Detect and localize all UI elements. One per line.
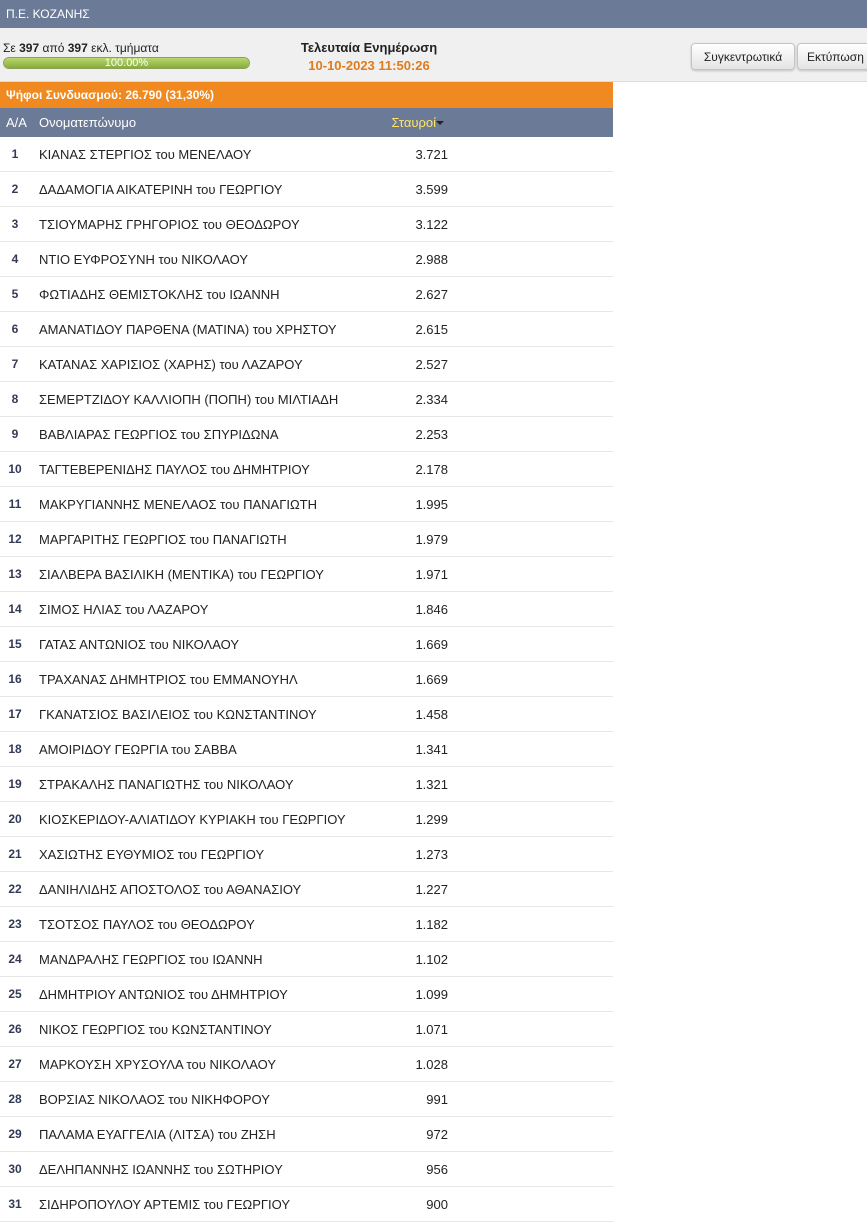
candidate-votes: 1.099 bbox=[415, 987, 448, 1002]
row-index: 21 bbox=[8, 847, 22, 861]
table-row bbox=[0, 487, 613, 522]
row-index: 22 bbox=[8, 882, 22, 896]
candidate-name: ΔΗΜΗΤΡΙΟΥ ΑΝΤΩΝΙΟΣ του ΔΗΜΗΤΡΙΟΥ bbox=[39, 987, 288, 1002]
candidate-name: ΤΑΓΤΕΒΕΡΕΝΙΔΗΣ ΠΑΥΛΟΣ του ΔΗΜΗΤΡΙΟΥ bbox=[39, 462, 310, 477]
table-row bbox=[0, 697, 613, 732]
candidate-name: ΝΙΚΟΣ ΓΕΩΡΓΙΟΣ του ΚΩΝΣΤΑΝΤΙΝΟΥ bbox=[39, 1022, 272, 1037]
row-index: 5 bbox=[11, 287, 19, 301]
row-index: 31 bbox=[8, 1197, 22, 1211]
candidate-name: ΣΙΔΗΡΟΠΟΥΛΟΥ ΑΡΤΕΜΙΣ του ΓΕΩΡΓΙΟΥ bbox=[39, 1197, 291, 1212]
row-index: 24 bbox=[8, 952, 22, 966]
candidate-name: ΣΤΡΑΚΑΛΗΣ ΠΑΝΑΓΙΩΤΗΣ του ΝΙΚΟΛΑΟΥ bbox=[39, 777, 294, 792]
candidate-votes: 972 bbox=[426, 1127, 448, 1142]
sections-progress-bar bbox=[3, 57, 250, 69]
table-row bbox=[0, 872, 613, 907]
table-header bbox=[0, 108, 613, 137]
candidate-votes: 2.334 bbox=[415, 392, 448, 407]
candidate-name: ΓΚΑΝΑΤΣΙΟΣ ΒΑΣΙΛΕΙΟΣ του ΚΩΝΣΤΑΝΤΙΝΟΥ bbox=[39, 707, 317, 722]
region-title-bar bbox=[0, 0, 867, 28]
region-title: Π.Ε. ΚΟΖΑΝΗΣ bbox=[6, 7, 90, 21]
sections-prefix: Σε bbox=[3, 41, 16, 55]
candidate-votes: 1.028 bbox=[415, 1057, 448, 1072]
candidate-name: ΤΡΑΧΑΝΑΣ ΔΗΜΗΤΡΙΟΣ του ΕΜΜΑΝΟΥΗΛ bbox=[39, 672, 298, 687]
row-index: 9 bbox=[11, 427, 19, 441]
table-row bbox=[0, 137, 613, 172]
candidate-votes: 900 bbox=[426, 1197, 448, 1212]
table-row bbox=[0, 1117, 613, 1152]
row-index: 23 bbox=[8, 917, 22, 931]
candidate-votes: 2.627 bbox=[415, 287, 448, 302]
candidates-table bbox=[0, 137, 613, 1222]
table-row bbox=[0, 627, 613, 662]
candidate-votes: 3.599 bbox=[415, 182, 448, 197]
candidate-votes: 1.995 bbox=[415, 497, 448, 512]
row-index: 2 bbox=[11, 182, 19, 196]
row-index: 20 bbox=[8, 812, 22, 826]
sections-suffix: εκλ. τμήματα bbox=[91, 41, 159, 55]
table-row bbox=[0, 1012, 613, 1047]
status-bar bbox=[0, 28, 867, 82]
candidate-name: ΣΕΜΕΡΤΖΙΔΟΥ ΚΑΛΛΙΟΠΗ (ΠΟΠΗ) του ΜΙΛΤΙΑΔΗ bbox=[39, 392, 339, 407]
candidate-votes: 1.299 bbox=[415, 812, 448, 827]
candidate-name: ΦΩΤΙΑΔΗΣ ΘΕΜΙΣΤΟΚΛΗΣ του ΙΩΑΝΝΗ bbox=[39, 287, 280, 302]
row-index: 13 bbox=[8, 567, 22, 581]
summary-button[interactable]: Συγκεντρωτικά bbox=[691, 43, 795, 70]
row-index: 28 bbox=[8, 1092, 22, 1106]
table-row bbox=[0, 592, 613, 627]
row-index: 17 bbox=[8, 707, 22, 721]
table-row bbox=[0, 207, 613, 242]
table-row bbox=[0, 837, 613, 872]
table-row bbox=[0, 977, 613, 1012]
row-index: 25 bbox=[8, 987, 22, 1001]
candidate-name: ΠΑΛΑΜΑ ΕΥΑΓΓΕΛΙΑ (ΛΙΤΣΑ) του ΖΗΣΗ bbox=[39, 1127, 276, 1142]
candidate-votes: 1.669 bbox=[415, 637, 448, 652]
table-row bbox=[0, 277, 613, 312]
sections-total: 397 bbox=[67, 41, 88, 55]
table-row bbox=[0, 1047, 613, 1082]
candidate-name: ΣΙΑΛΒΕΡΑ ΒΑΣΙΛΙΚΗ (ΜΕΝΤΙΚΑ) του ΓΕΩΡΓΙΟΥ bbox=[39, 567, 324, 582]
candidate-votes: 2.178 bbox=[415, 462, 448, 477]
table-row bbox=[0, 522, 613, 557]
candidate-name: ΣΙΜΟΣ ΗΛΙΑΣ του ΛΑΖΑΡΟΥ bbox=[39, 602, 209, 617]
candidate-name: ΜΑΡΚΟΥΣΗ ΧΡΥΣΟΥΛΑ του ΝΙΚΟΛΑΟΥ bbox=[39, 1057, 277, 1072]
candidate-name: ΤΣΟΤΣΟΣ ΠΑΥΛΟΣ του ΘΕΟΔΩΡΟΥ bbox=[39, 917, 255, 932]
table-row bbox=[0, 802, 613, 837]
table-row bbox=[0, 1152, 613, 1187]
candidate-name: ΑΜΟΙΡΙΔΟΥ ΓΕΩΡΓΙΑ του ΣΑΒΒΑ bbox=[39, 742, 237, 757]
candidate-name: ΚΙΑΝΑΣ ΣΤΕΡΓΙΟΣ του ΜΕΝΕΛΑΟΥ bbox=[39, 147, 252, 162]
candidate-votes: 1.846 bbox=[415, 602, 448, 617]
row-index: 1 bbox=[11, 147, 19, 161]
row-index: 15 bbox=[8, 637, 22, 651]
candidate-votes: 2.988 bbox=[415, 252, 448, 267]
progress-label: 100.00% bbox=[104, 57, 149, 69]
table-row bbox=[0, 1187, 613, 1222]
candidate-votes: 3.721 bbox=[415, 147, 448, 162]
table-row bbox=[0, 242, 613, 277]
candidate-name: ΔΑΔΑΜΟΓΙΑ ΑΙΚΑΤΕΡΙΝΗ του ΓΕΩΡΓΙΟΥ bbox=[39, 182, 283, 197]
table-row bbox=[0, 347, 613, 382]
row-index: 18 bbox=[8, 742, 22, 756]
row-index: 29 bbox=[8, 1127, 22, 1141]
candidate-votes: 2.253 bbox=[415, 427, 448, 442]
candidate-votes: 1.102 bbox=[415, 952, 448, 967]
candidate-name: ΜΑΚΡΥΓΙΑΝΝΗΣ ΜΕΝΕΛΑΟΣ του ΠΑΝΑΓΙΩΤΗ bbox=[39, 497, 318, 512]
column-votes-header[interactable]: Σταυροί bbox=[391, 115, 436, 130]
row-index: 7 bbox=[11, 357, 19, 371]
row-index: 8 bbox=[11, 392, 19, 406]
row-index: 6 bbox=[11, 322, 19, 336]
candidate-votes: 2.615 bbox=[415, 322, 448, 337]
table-row bbox=[0, 417, 613, 452]
candidate-name: ΜΑΝΔΡΑΛΗΣ ΓΕΩΡΓΙΟΣ του ΙΩΑΝΝΗ bbox=[39, 952, 263, 967]
row-index: 4 bbox=[11, 252, 19, 266]
last-update-time: 10-10-2023 11:50:26 bbox=[308, 58, 430, 73]
print-button[interactable]: Εκτύπωση bbox=[797, 43, 867, 70]
combination-votes-header bbox=[0, 82, 613, 108]
row-index: 12 bbox=[8, 532, 22, 546]
last-update-label: Τελευταία Ενημέρωση bbox=[300, 40, 438, 55]
candidate-votes: 2.527 bbox=[415, 357, 448, 372]
candidate-votes: 3.122 bbox=[415, 217, 448, 232]
table-row bbox=[0, 767, 613, 802]
candidate-votes: 1.321 bbox=[415, 777, 448, 792]
candidate-votes: 1.182 bbox=[415, 917, 448, 932]
candidate-votes: 1.227 bbox=[415, 882, 448, 897]
candidate-votes: 956 bbox=[426, 1162, 448, 1177]
candidate-votes: 1.979 bbox=[415, 532, 448, 547]
candidate-name: ΜΑΡΓΑΡΙΤΗΣ ΓΕΩΡΓΙΟΣ του ΠΑΝΑΓΙΩΤΗ bbox=[39, 532, 287, 547]
table-row bbox=[0, 312, 613, 347]
candidate-name: ΔΕΛΗΠΑΝΝΗΣ ΙΩΑΝΝΗΣ του ΣΩΤΗΡΙΟΥ bbox=[39, 1162, 283, 1177]
table-row bbox=[0, 1082, 613, 1117]
table-row bbox=[0, 732, 613, 767]
candidate-name: ΚΑΤΑΝΑΣ ΧΑΡΙΣΙΟΣ (ΧΑΡΗΣ) του ΛΑΖΑΡΟΥ bbox=[39, 357, 303, 372]
sections-done: 397 bbox=[19, 41, 40, 55]
table-row bbox=[0, 172, 613, 207]
candidate-name: ΝΤΙΟ ΕΥΦΡΟΣΥΝΗ του ΝΙΚΟΛΑΟΥ bbox=[39, 252, 249, 267]
row-index: 3 bbox=[11, 217, 19, 231]
row-index: 14 bbox=[8, 602, 22, 616]
table-row bbox=[0, 557, 613, 592]
candidate-votes: 991 bbox=[426, 1092, 448, 1107]
sections-mid: από bbox=[42, 41, 65, 55]
table-row bbox=[0, 942, 613, 977]
row-index: 27 bbox=[8, 1057, 22, 1071]
column-name-header: Ονοματεπώνυμο bbox=[39, 115, 137, 130]
candidate-votes: 1.071 bbox=[415, 1022, 448, 1037]
candidate-name: ΑΜΑΝΑΤΙΔΟΥ ΠΑΡΘΕΝΑ (ΜΑΤΙΝΑ) του ΧΡΗΣΤΟΥ bbox=[39, 322, 337, 337]
candidate-name: ΚΙΟΣΚΕΡΙΔΟΥ-ΑΛΙΑΤΙΔΟΥ ΚΥΡΙΑΚΗ του ΓΕΩΡΓΙΟΥ bbox=[39, 812, 346, 827]
table-row bbox=[0, 907, 613, 942]
row-index: 10 bbox=[8, 462, 22, 476]
candidate-votes: 1.273 bbox=[415, 847, 448, 862]
candidate-votes: 1.971 bbox=[415, 567, 448, 582]
candidate-name: ΔΑΝΙΗΛΙΔΗΣ ΑΠΟΣΤΟΛΟΣ του ΑΘΑΝΑΣΙΟΥ bbox=[39, 882, 302, 897]
candidate-name: ΧΑΣΙΩΤΗΣ ΕΥΘΥΜΙΟΣ του ΓΕΩΡΓΙΟΥ bbox=[39, 847, 265, 862]
column-index-header: Α/Α bbox=[6, 115, 27, 130]
sort-desc-icon[interactable] bbox=[436, 121, 444, 125]
row-index: 16 bbox=[8, 672, 22, 686]
table-row bbox=[0, 452, 613, 487]
row-index: 19 bbox=[8, 777, 22, 791]
candidate-name: ΓΑΤΑΣ ΑΝΤΩΝΙΟΣ του ΝΙΚΟΛΑΟΥ bbox=[39, 637, 239, 652]
row-index: 30 bbox=[8, 1162, 22, 1176]
combination-votes-label: Ψήφοι Συνδυασμού: 26.790 (31,30%) bbox=[6, 88, 215, 102]
candidate-name: ΒΑΒΛΙΑΡΑΣ ΓΕΩΡΓΙΟΣ του ΣΠΥΡΙΔΩΝΑ bbox=[39, 427, 279, 442]
row-index: 11 bbox=[8, 497, 22, 511]
candidate-votes: 1.458 bbox=[415, 707, 448, 722]
candidate-name: ΤΣΙΟΥΜΑΡΗΣ ΓΡΗΓΟΡΙΟΣ του ΘΕΟΔΩΡΟΥ bbox=[39, 217, 300, 232]
candidate-votes: 1.669 bbox=[415, 672, 448, 687]
row-index: 26 bbox=[8, 1022, 22, 1036]
table-row bbox=[0, 382, 613, 417]
table-row bbox=[0, 662, 613, 697]
candidate-votes: 1.341 bbox=[415, 742, 448, 757]
sections-counter bbox=[3, 41, 159, 55]
candidate-name: ΒΟΡΣΙΑΣ ΝΙΚΟΛΑΟΣ του ΝΙΚΗΦΟΡΟΥ bbox=[39, 1092, 270, 1107]
